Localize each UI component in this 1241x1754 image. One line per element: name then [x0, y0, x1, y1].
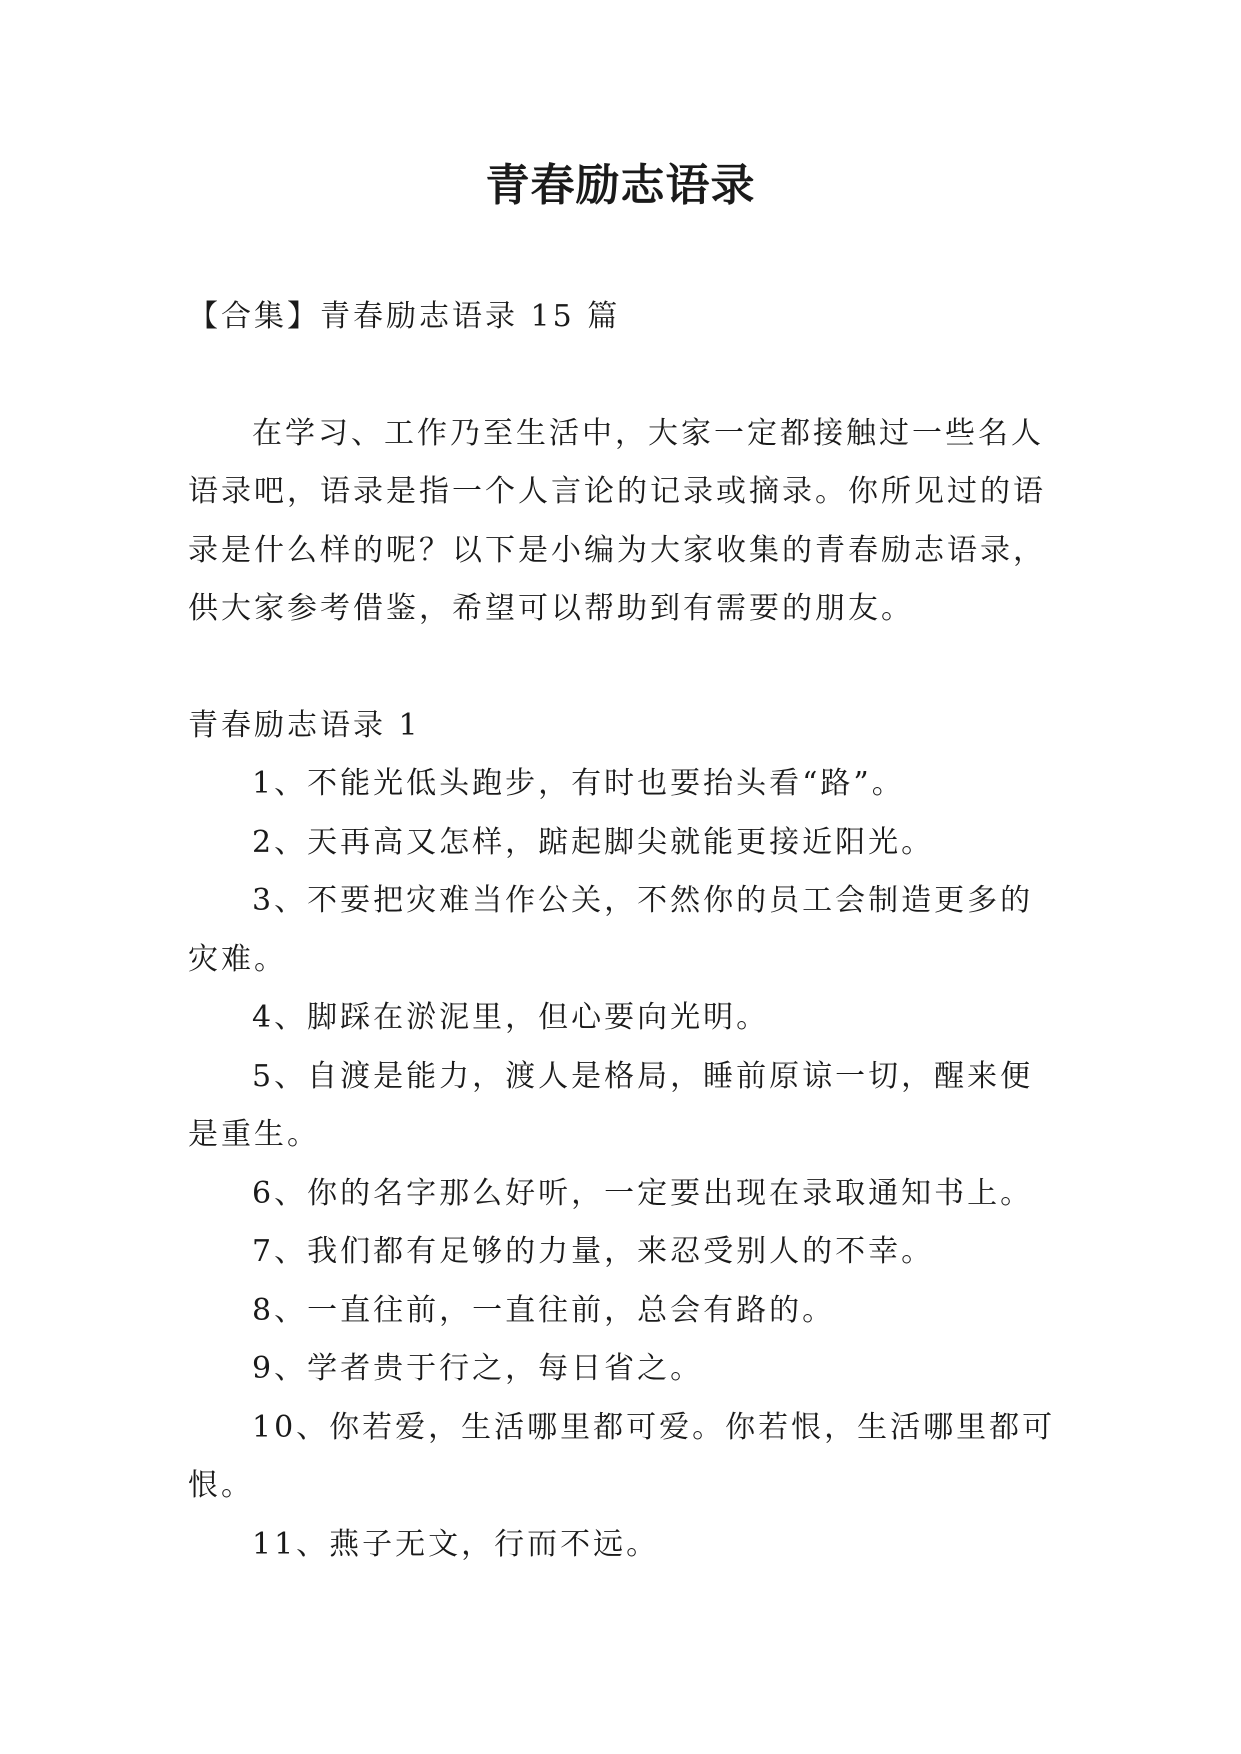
document-body [188, 288, 1058, 1574]
intro-paragraph: 在学习、工作乃至生活中，大家一定都接触过一些名人语录吧，语录是指一个人言论的记录或摘录。你所见过的语录是什么样的呢？以下是小编为大家收集的青春励志语录，供大家参考借鉴，希望可以帮助到有需要的朋友。 [188, 415, 1046, 626]
quote-item: 9、学者贵于行之，每日省之。 [252, 1351, 704, 1386]
quote-item: 5、自渡是能力，渡人是格局，睡前原谅一切，醒来便是重生。 [188, 1058, 1034, 1152]
quote-item: 3、不要把灾难当作公关，不然你的员工会制造更多的灾难。 [188, 883, 1034, 977]
quote-item: 11、燕子无文，行而不远。 [252, 1526, 660, 1562]
quote-item: 7、我们都有足够的力量，来忍受别人的不幸。 [252, 1234, 935, 1269]
section-heading: 青春励志语录 1 [188, 707, 421, 743]
quote-item: 1、不能光低头跑步，有时也要抬头看“路”。 [252, 766, 905, 801]
quote-item: 4、脚踩在淤泥里，但心要向光明。 [252, 1000, 770, 1035]
quote-item: 10、你若爱，生活哪里都可爱。你若恨，生活哪里都可恨。 [188, 1409, 1056, 1503]
document-subtitle: 【合集】青春励志语录 15 篇 [188, 299, 621, 334]
quote-item: 2、天再高又怎样，踮起脚尖就能更接近阳光。 [252, 824, 935, 860]
quote-item: 6、你的名字那么好听，一定要出现在录取通知书上。 [252, 1175, 1034, 1211]
document-title: 青春励志语录 [485, 160, 756, 211]
quote-item: 8、一直往前，一直往前，总会有路的。 [252, 1292, 836, 1328]
